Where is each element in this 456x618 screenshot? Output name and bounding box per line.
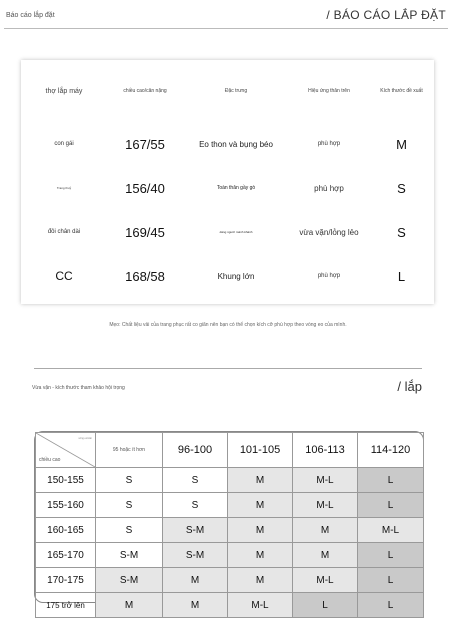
section-subtitle: Vừa vặn - kích thước tham khảo hội trọng: [32, 385, 125, 391]
report-name: con gái: [54, 141, 74, 147]
size-row: [36, 593, 424, 618]
report-feature: Eo thon và bụng béo: [199, 139, 273, 149]
report-col-header: Hiệu ứng thân trên: [308, 88, 350, 94]
corner-bottom-label: chiều cao: [39, 457, 61, 463]
report-col-header: Đặc trưng: [224, 88, 248, 94]
size-cell: M: [228, 543, 293, 568]
size-col-header: 114-120: [358, 433, 424, 468]
report-height-weight: 167/55: [125, 136, 165, 152]
size-cell: L: [358, 568, 424, 593]
size-cell: S-M: [163, 543, 228, 568]
size-cell: M: [163, 568, 228, 593]
header-right-title: / BÁO CÁO LẮP ĐẶT: [326, 8, 446, 22]
size-cell: M-L: [228, 593, 293, 618]
report-row: [21, 122, 434, 166]
size-row: [36, 543, 424, 568]
report-height-weight: 156/40: [125, 180, 165, 196]
size-cell: L: [293, 593, 358, 618]
size-cell: S: [96, 493, 163, 518]
size-col-header: 95 hoặc ít hơn: [96, 433, 163, 468]
size-cell: L: [358, 593, 424, 618]
size-cell: M-L: [358, 518, 424, 543]
size-cell: S: [163, 493, 228, 518]
size-row: [36, 493, 424, 518]
report-col-header: Kích thước đề xuất: [380, 88, 423, 94]
size-row-label: 175 trở lên: [36, 593, 96, 618]
size-corner-cell: [36, 433, 96, 468]
size-cell: M: [293, 518, 358, 543]
report-row: [21, 254, 434, 298]
report-size: L: [397, 268, 406, 284]
size-cell: M: [228, 468, 293, 493]
section-divider: [34, 368, 422, 369]
size-col-header: 101-105: [228, 433, 293, 468]
size-row-label: 165-170: [36, 543, 96, 568]
corner-top-label: vòng eo/cân: [78, 437, 92, 440]
size-cell: M: [293, 543, 358, 568]
size-row: [36, 518, 424, 543]
size-header-row: [36, 433, 424, 468]
size-cell: S: [163, 468, 228, 493]
size-cell: S-M: [96, 568, 163, 593]
size-cell: M-L: [293, 493, 358, 518]
report-name: đôi chân dài: [47, 229, 81, 235]
size-cell: S: [96, 518, 163, 543]
size-row: [36, 468, 424, 493]
size-cell: M: [228, 493, 293, 518]
size-cell: M-L: [293, 568, 358, 593]
report-effect: phù hợp: [317, 273, 341, 279]
size-cell: M: [96, 593, 163, 618]
report-feature: dáng người mảnh khảnh: [219, 230, 253, 234]
fit-report-table: [21, 60, 434, 298]
size-row-label: 160-165: [36, 518, 96, 543]
section-title: / lắp: [397, 379, 422, 394]
report-name: Trang thuỷ: [56, 186, 72, 190]
report-effect: vừa vặn/lỏng lẻo: [299, 227, 359, 237]
size-cell: S-M: [163, 518, 228, 543]
header-divider: [4, 28, 448, 29]
report-col-header: chiều cao/cân nặng: [123, 88, 167, 94]
report-col-header: thợ lắp máy: [45, 87, 83, 95]
size-cell: M: [163, 593, 228, 618]
report-row: [21, 166, 434, 210]
size-row: [36, 568, 424, 593]
size-chart-table: [35, 432, 424, 618]
size-cell: S-M: [96, 543, 163, 568]
report-size: S: [397, 224, 406, 240]
size-cell: L: [358, 543, 424, 568]
report-size: S: [397, 180, 406, 196]
size-cell: M: [228, 568, 293, 593]
size-row-label: 150-155: [36, 468, 96, 493]
report-size: M: [396, 136, 407, 152]
fit-report-card: [21, 60, 434, 304]
report-effect: phù hợp: [317, 141, 341, 147]
size-col-header: 96-100: [163, 433, 228, 468]
size-cell: M-L: [293, 468, 358, 493]
size-row-label: 155-160: [36, 493, 96, 518]
report-header-row: [21, 60, 434, 122]
size-col-header: 106-113: [293, 433, 358, 468]
size-cell: L: [358, 468, 424, 493]
header-left-title: Báo cáo lắp đặt: [6, 12, 55, 19]
report-effect: phù hợp: [314, 183, 344, 193]
report-name: CC: [55, 269, 73, 283]
fit-tip-note: Mẹo: Chất liệu vải của trang phục rất co giãn nên bạn có thể chọn kích cỡ phù hợp theo vòng eo của mình.: [109, 322, 347, 328]
size-cell: M: [228, 518, 293, 543]
size-chart: [34, 431, 424, 611]
report-height-weight: 169/45: [125, 224, 165, 240]
report-feature: Toàn thân gầy gò: [216, 185, 256, 191]
size-row-label: 170-175: [36, 568, 96, 593]
size-cell: S: [96, 468, 163, 493]
report-row: [21, 210, 434, 254]
size-cell: L: [358, 493, 424, 518]
report-feature: Khung lớn: [217, 271, 255, 281]
report-height-weight: 168/58: [125, 268, 165, 284]
